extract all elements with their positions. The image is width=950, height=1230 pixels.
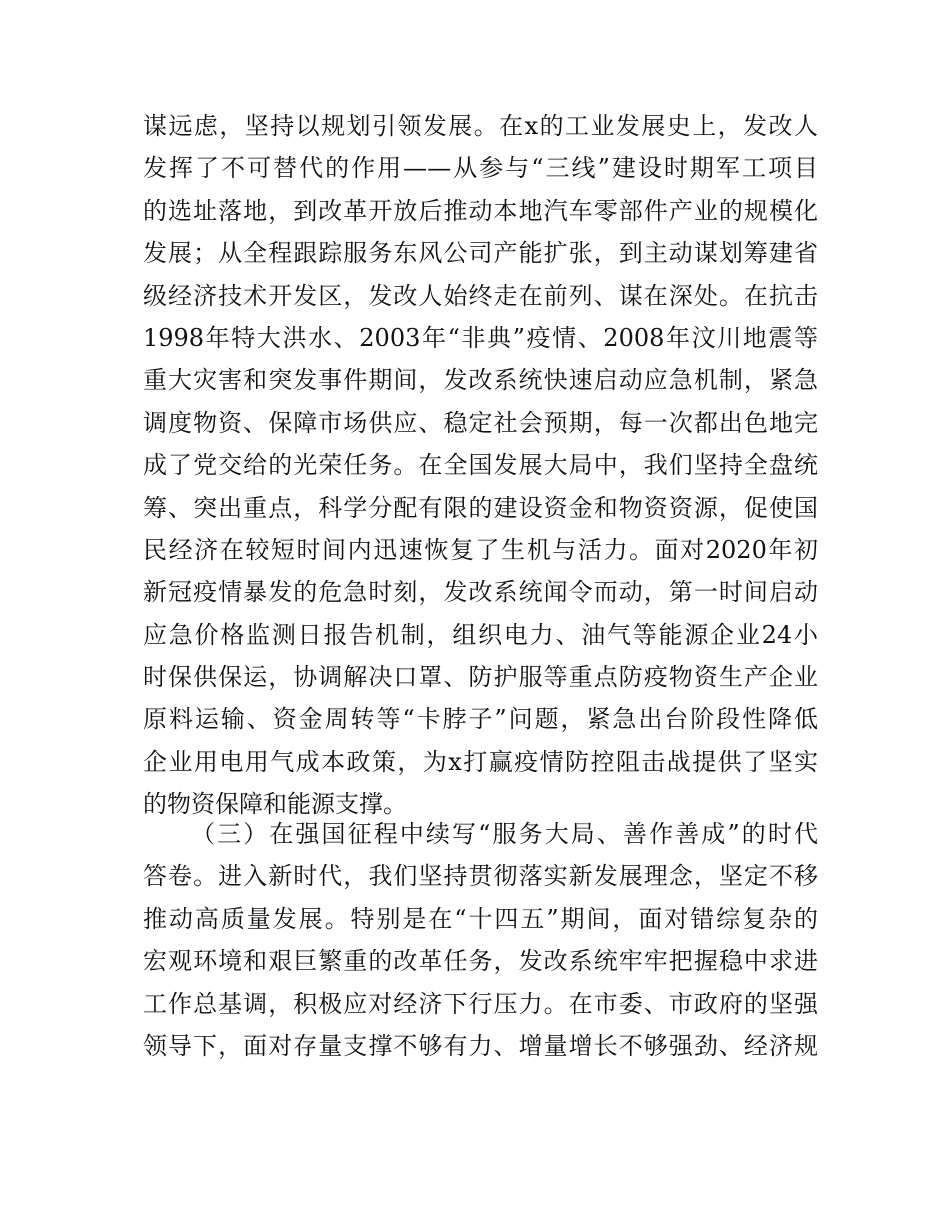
text-line: 1998年特大洪水、2003年“非典”疫情、2008年汶川地震等 (143, 323, 818, 352)
text-line: 的选址落地，到改革开放后推动本地汽车零部件产业的规模化 (143, 196, 818, 225)
text-line: 答卷。进入新时代，我们坚持贯彻落实新发展理念，坚定不移 (143, 862, 818, 891)
text-line: 推动高质量发展。特别是在“十四五”期间，面对错综复杂的 (143, 904, 818, 933)
text-line: 发挥了不可替代的作用——从参与“三线”建设时期军工项目 (143, 154, 818, 183)
text-line: 调度物资、保障市场供应、稳定社会预期，每一次都出色地完 (143, 408, 818, 437)
paragraph-2 (143, 813, 818, 1067)
text-line: 原料运输、资金周转等“卡脖子”问题，紧急出台阶段性降低 (143, 705, 818, 734)
text-line: 级经济技术开发区，发改人始终走在前列、谋在深处。在抗击 (143, 281, 818, 310)
text-line: 的物资保障和能源支撑。 (143, 790, 407, 819)
text-line: 民经济在较短时间内迅速恢复了生机与活力。面对2020年初 (143, 535, 818, 564)
text-line: 谋远虑，坚持以规划引领发展。在x的工业发展史上，发改人 (143, 112, 818, 140)
text-line: 企业用电用气成本政策，为x打赢疫情防控阻击战提供了坚实 (143, 747, 818, 776)
text-line: 成了党交给的光荣任务。在全国发展大局中，我们坚持全盘统 (143, 451, 818, 480)
section-heading-line: （三）在强国征程中续写“服务大局、善作善成”的时代 (191, 820, 818, 848)
text-line: 工作总基调，积极应对经济下行压力。在市委、市政府的坚强 (143, 989, 818, 1018)
text-line: 重大灾害和突发事件期间，发改系统快速启动应急机制，紧急 (143, 366, 818, 395)
text-line: 筹、突出重点，科学分配有限的建设资金和物资资源，促使国 (143, 493, 818, 522)
paragraph-1 (143, 105, 818, 826)
text-line: 新冠疫情暴发的危急时刻，发改系统闻令而动，第一时间启动 (143, 578, 818, 607)
text-line: 领导下，面对存量支撑不够有力、增量增长不够强劲、经济规 (143, 1031, 818, 1060)
text-line: 发展；从全程跟踪服务东风公司产能扩张，到主动谋划筹建省 (143, 239, 818, 268)
text-line: 应急价格监测日报告机制，组织电力、油气等能源企业24小 (143, 620, 818, 649)
text-line: 时保供保运，协调解决口罩、防护服等重点防疫物资生产企业 (143, 663, 818, 692)
text-line: 宏观环境和艰巨繁重的改革任务，发改系统牢牢把握稳中求进 (143, 947, 818, 976)
